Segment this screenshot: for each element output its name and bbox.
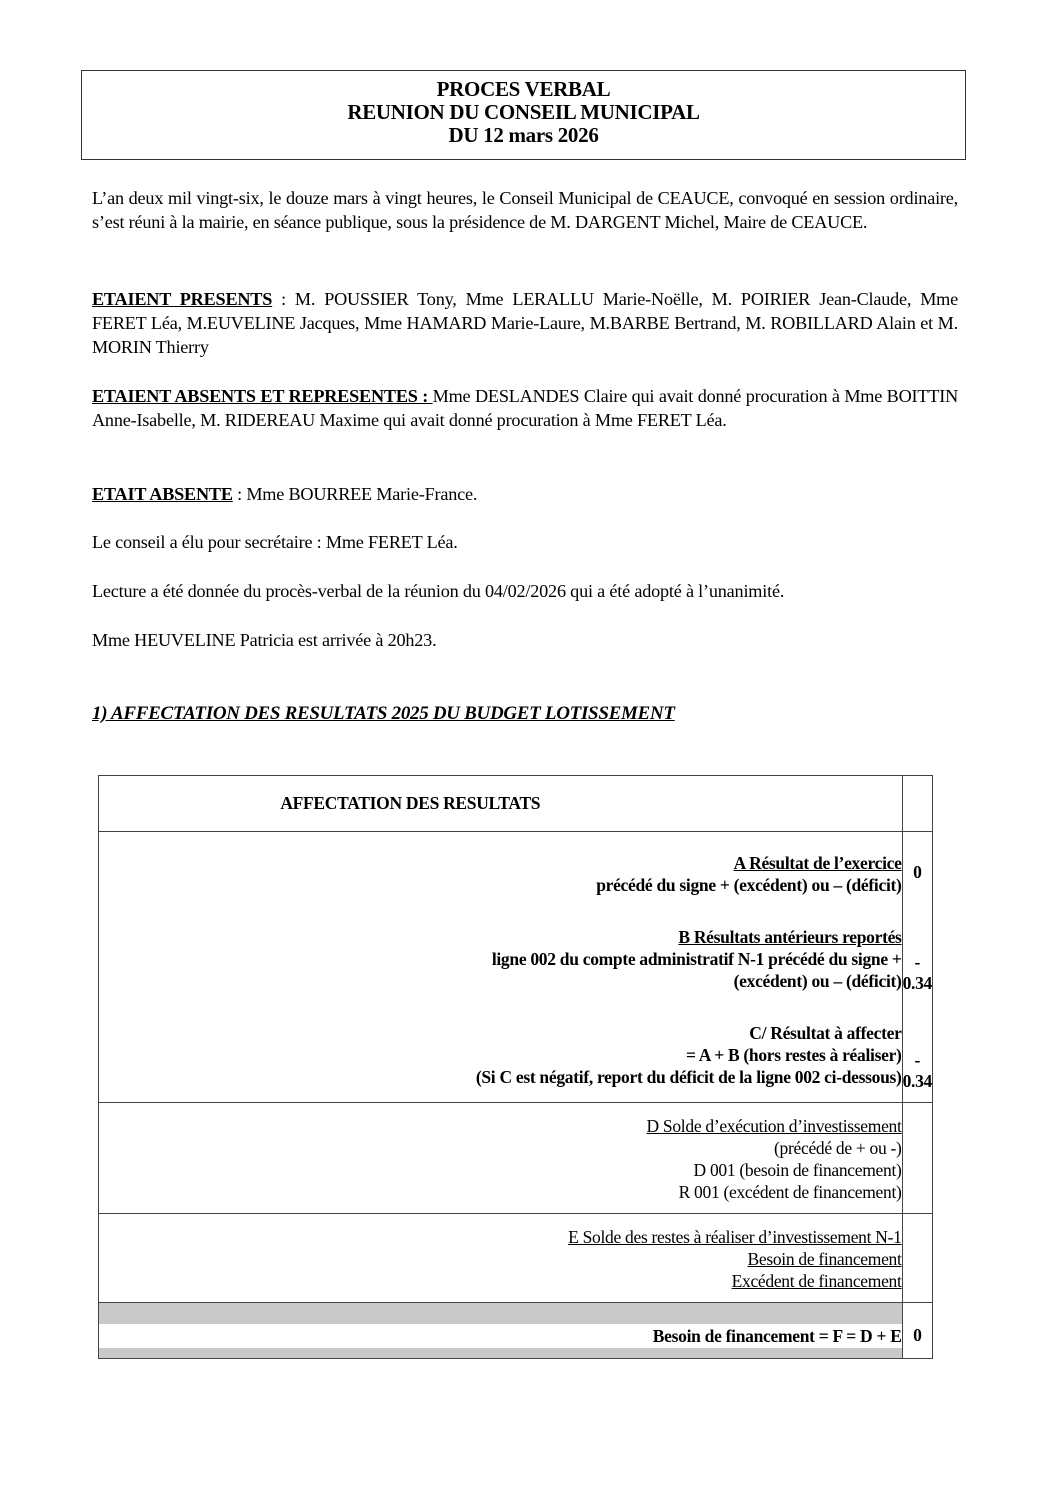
affectation-table [98,775,933,1359]
section-1-title: 1) AFFECTATION DES RESULTATS 2025 DU BUDGET LOTISSEMENT [92,703,675,724]
intro-paragraph: L’an deux mil vingt-six, le douze mars à vingt heures, le Conseil Municipal de CEAUCE, convoqué en session ordinaire, s’est réuni à la mairie, en séance publique, sous la présidence de M. DARGENT Michel, Maire de CEAUCE. [92,188,958,232]
row-f-label: Besoin de financement = F = D + E [652,1326,902,1346]
row-d-label: D Solde d’exécution d’investissement (précédé de + ou -) D 001 (besoin de financement) R 001 (excédent de financement) [99,1103,903,1214]
table-header-value [902,776,932,832]
table-header: AFFECTATION DES RESULTATS [99,776,903,832]
row-b-value: - 0.34 [902,952,933,993]
table-row-f [99,1303,933,1359]
secretaire-paragraph: Le conseil a élu pour secrétaire : Mme FERET Léa. [92,532,458,552]
row-c-value: - 0.34 [902,1050,933,1091]
row-f-value: 0 [902,1303,932,1359]
rows-abc-values [902,832,932,1103]
table-row-e [99,1214,933,1303]
lecture-paragraph: Lecture a été donnée du procès-verbal de la réunion du 04/02/2026 qui a été adopté à l’unanimité. [92,581,785,601]
document-title-box [81,70,966,160]
absents-representes-text: Mme DESLANDES Claire qui avait donné procuration à Mme BOITTIN Anne-Isabelle, M. RIDEREAU Maxime qui avait donné procuration à Mme FERET Léa. [92,386,958,430]
absents-representes-label: ETAIENT ABSENTS ET REPRESENTES : [92,386,433,406]
row-d-value [902,1103,932,1214]
title-line-2: REUNION DU CONSEIL MUNICIPAL [347,100,700,124]
table-header-row [99,776,933,832]
row-a-label: A Résultat de l’exercice précédé du signe + (excédent) ou – (déficit) [596,853,902,895]
title-line-3: DU 12 mars 2026 [448,123,599,147]
row-f-label-cell [99,1303,903,1359]
arrivee-paragraph: Mme HEUVELINE Patricia est arrivée à 20h23. [92,630,437,650]
presents-label: ETAIENT PRESENTS [92,289,273,309]
presents-text: : M. POUSSIER Tony, Mme LERALLU Marie-Noëlle, M. POIRIER Jean-Claude, Mme FERET Léa, M.EUVELINE Jacques, Mme HAMARD Marie-Laure, M.BARBE Bertrand, M. ROBILLARD Alain et M. MORIN Thierry [92,289,958,357]
row-a-value: 0 [913,862,922,882]
row-b-label: B Résultats antérieurs reportés ligne 002 du compte administratif N-1 précédé du signe + (excédent) ou – (déficit) [491,927,902,991]
absente-text: : Mme BOURREE Marie-France. [232,484,478,504]
rows-abc-labels [99,832,903,1103]
row-e-value [902,1214,932,1303]
absente-paragraph [92,482,958,506]
table-row-abc [99,832,933,1103]
absents-representes-paragraph [92,384,958,432]
presents-paragraph [92,287,958,359]
row-e-label: E Solde des restes à réaliser d’investissement N-1 Besoin de financement Excédent de financement [99,1214,903,1303]
title-line-1: PROCES VERBAL [436,77,611,101]
absente-label: ETAIT ABSENTE [92,484,233,504]
table-row-d [99,1103,933,1214]
row-c-label: C/ Résultat à affecter = A + B (hors restes à réaliser) (Si C est négatif, report du déficit de la ligne 002 ci-dessous) [475,1023,902,1087]
